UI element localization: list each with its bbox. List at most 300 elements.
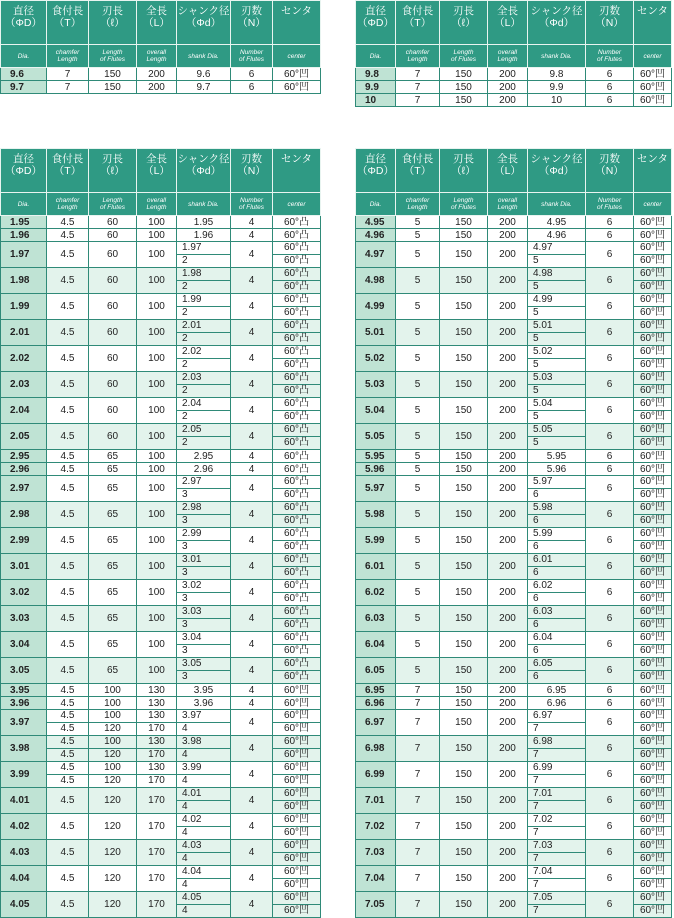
- overall-length-cell: 100: [137, 528, 177, 554]
- flute-length-cell-line: 100: [104, 736, 121, 747]
- table-header: [1, 1, 321, 68]
- overall-length-cell: 200: [488, 229, 528, 242]
- shank-dia-cell-line: 7: [528, 904, 585, 917]
- shank-dia-cell: 3.96: [177, 697, 231, 710]
- center-cell-line: 60°凹: [634, 566, 671, 579]
- shank-dia-cell-line: 5: [528, 332, 585, 345]
- chamfer-length-cell: 4.5: [47, 294, 89, 320]
- flute-length-cell: 150: [440, 268, 488, 294]
- flutes-cell: 6: [586, 892, 634, 918]
- shank-dia-cell-line: 4.05: [182, 892, 202, 903]
- flute-length-cell: 150: [440, 68, 488, 81]
- flute-length-cell: 60: [89, 346, 137, 372]
- shank-dia-cell-line: 7: [528, 878, 585, 891]
- table-body: [356, 216, 672, 918]
- shank-dia-cell-line: 3: [177, 566, 230, 579]
- center-cell-line: 60°凹: [283, 892, 310, 903]
- flutes-cell: 4: [231, 606, 273, 632]
- chamfer-length-cell: 7: [396, 697, 440, 710]
- flutes-cell: 6: [586, 736, 634, 762]
- shank-dia-cell-line: 2: [177, 358, 230, 371]
- shank-dia-cell: [177, 424, 231, 450]
- overall-length-cell: 100: [137, 294, 177, 320]
- center-cell: [634, 736, 672, 762]
- shank-dia-cell: [177, 632, 231, 658]
- table-row: [1, 81, 321, 94]
- diameter-cell: 4.95: [356, 216, 396, 229]
- table-row: [1, 554, 321, 580]
- shank-dia-cell: 5.96: [528, 463, 586, 476]
- table-row: [1, 528, 321, 554]
- flute-length-cell: 65: [89, 580, 137, 606]
- column-header-en-c: center: [273, 193, 321, 216]
- diameter-cell: 4.97: [356, 242, 396, 268]
- diameter-cell: 5.97: [356, 476, 396, 502]
- overall-length-cell-line: 170: [137, 748, 176, 761]
- center-cell-line: 60°凸: [273, 306, 320, 319]
- center-cell: 60°凹: [273, 697, 321, 710]
- center-cell: [634, 346, 672, 372]
- chamfer-length-cell: 7: [396, 81, 440, 94]
- flute-length-cell: 150: [440, 710, 488, 736]
- shank-dia-cell: [177, 606, 231, 632]
- table-row: [1, 294, 321, 320]
- column-header-l: 刃長 （ℓ）: [440, 149, 488, 193]
- table-row: [356, 814, 672, 840]
- shank-dia-cell-line: 6.03: [533, 606, 553, 617]
- spec-table-top-right: [355, 0, 672, 107]
- shank-dia-cell-line: 3: [177, 618, 230, 631]
- spec-table-bottom-right: [355, 148, 672, 918]
- header-row-japanese: [356, 1, 672, 45]
- flute-length-cell: 65: [89, 476, 137, 502]
- center-cell-line: 60°凹: [283, 710, 310, 721]
- shank-dia-cell: 9.8: [528, 68, 586, 81]
- column-header-sd: シャンク径 （Φd）: [528, 1, 586, 45]
- column-header-en-c: center: [634, 45, 672, 68]
- column-header-L: 全長 （L）: [488, 1, 528, 45]
- column-header-d: 直径 （ΦD）: [356, 149, 396, 193]
- table-row: [1, 697, 321, 710]
- chamfer-length-cell: 4.5: [47, 697, 89, 710]
- flute-length-cell: 150: [440, 476, 488, 502]
- overall-length-cell: 100: [137, 268, 177, 294]
- column-header-d: 直径 （ΦD）: [356, 1, 396, 45]
- shank-dia-cell-line: 4: [177, 800, 230, 813]
- flute-length-cell: 150: [440, 242, 488, 268]
- shank-dia-cell: [177, 242, 231, 268]
- center-cell: [273, 320, 321, 346]
- flute-length-cell: 60: [89, 294, 137, 320]
- column-header-en-n: Number of Flutes: [586, 193, 634, 216]
- chamfer-length-cell: 7: [396, 762, 440, 788]
- column-header-c: センタ: [273, 149, 321, 193]
- chamfer-length-cell: 4.5: [47, 320, 89, 346]
- diameter-cell: 6.02: [356, 580, 396, 606]
- center-cell: [273, 814, 321, 840]
- center-cell: [634, 762, 672, 788]
- shank-dia-cell-line: 1.98: [182, 268, 202, 279]
- flute-length-cell: 150: [440, 294, 488, 320]
- column-header-en-n: Number of Flutes: [586, 45, 634, 68]
- table-row: [356, 736, 672, 762]
- chamfer-length-cell: 4.5: [47, 242, 89, 268]
- flutes-cell: 4: [231, 242, 273, 268]
- shank-dia-cell: [528, 632, 586, 658]
- flutes-cell: 4: [231, 892, 273, 918]
- shank-dia-cell-line: 7.01: [533, 788, 553, 799]
- overall-length-cell: 200: [488, 94, 528, 107]
- flute-length-cell: 100: [89, 697, 137, 710]
- shank-dia-cell-line: 5.97: [533, 476, 553, 487]
- center-cell: 60°凸: [273, 450, 321, 463]
- column-header-en-d: Dia.: [1, 45, 47, 68]
- center-cell-line: 60°凹: [634, 514, 671, 527]
- table-row: [356, 398, 672, 424]
- center-cell: [273, 268, 321, 294]
- table-row: [356, 450, 672, 463]
- header-row-english: [1, 193, 321, 216]
- column-header-sd: シャンク径 （Φd）: [528, 149, 586, 193]
- table-row: [356, 892, 672, 918]
- shank-dia-cell-line: 3.98: [182, 736, 202, 747]
- shank-dia-cell-line: 2.05: [182, 424, 202, 435]
- shank-dia-cell: 2.95: [177, 450, 231, 463]
- table-header: [356, 149, 672, 216]
- overall-length-cell-line: 130: [148, 762, 165, 773]
- shank-dia-cell-line: 6: [528, 488, 585, 501]
- center-cell-line: 60°凹: [639, 502, 666, 513]
- flute-length-cell: 150: [440, 892, 488, 918]
- center-cell-line: 60°凹: [273, 748, 320, 761]
- shank-dia-cell: 4.96: [528, 229, 586, 242]
- flutes-cell: 6: [586, 658, 634, 684]
- center-cell: [634, 372, 672, 398]
- overall-length-cell: 200: [488, 697, 528, 710]
- flute-length-cell-line: 120: [89, 748, 136, 761]
- flutes-cell: 6: [586, 81, 634, 94]
- table-row: [356, 216, 672, 229]
- center-cell-line: 60°凹: [634, 332, 671, 345]
- chamfer-length-cell: 5: [396, 528, 440, 554]
- diameter-cell: 3.03: [1, 606, 47, 632]
- table-row: [356, 463, 672, 476]
- center-cell: [634, 788, 672, 814]
- chamfer-length-cell: 4.5: [47, 632, 89, 658]
- center-cell-line: 60°凸: [273, 488, 320, 501]
- flute-length-cell: 150: [440, 346, 488, 372]
- column-header-n: 刃数 （N）: [586, 149, 634, 193]
- center-cell-line: 60°凹: [639, 554, 666, 565]
- flutes-cell: 4: [231, 476, 273, 502]
- diameter-cell: 9.9: [356, 81, 396, 94]
- shank-dia-cell: [528, 528, 586, 554]
- center-cell-line: 60°凸: [283, 476, 310, 487]
- flute-length-cell: 65: [89, 606, 137, 632]
- overall-length-cell: 200: [488, 294, 528, 320]
- flute-length-cell: 100: [89, 684, 137, 697]
- shank-dia-cell-line: 6.05: [533, 658, 553, 669]
- center-cell-line: 60°凹: [639, 658, 666, 669]
- flutes-cell: 6: [231, 68, 273, 81]
- flute-length-cell: 60: [89, 398, 137, 424]
- overall-length-cell: 200: [488, 762, 528, 788]
- table-row: [356, 94, 672, 107]
- overall-length-cell: 200: [488, 216, 528, 229]
- flute-length-cell: 150: [440, 528, 488, 554]
- center-cell: [273, 502, 321, 528]
- shank-dia-cell-line: 5: [528, 384, 585, 397]
- center-cell: [273, 658, 321, 684]
- shank-dia-cell-line: 2: [177, 280, 230, 293]
- overall-length-cell: 200: [488, 476, 528, 502]
- chamfer-length-cell: 4.5: [47, 554, 89, 580]
- diameter-cell: 2.95: [1, 450, 47, 463]
- table-row: [356, 476, 672, 502]
- table-row: [356, 346, 672, 372]
- shank-dia-cell-line: 6.02: [533, 580, 553, 591]
- shank-dia-cell-line: 5: [528, 280, 585, 293]
- column-header-d: 直径 （ΦD）: [1, 149, 47, 193]
- shank-dia-cell-line: 5: [528, 254, 585, 267]
- flute-length-cell: 60: [89, 229, 137, 242]
- column-header-en-sd: shank Dia.: [528, 45, 586, 68]
- center-cell: 60°凹: [273, 81, 321, 94]
- shank-dia-cell: [177, 762, 231, 788]
- center-cell-line: 60°凹: [639, 580, 666, 591]
- shank-dia-cell: 9.6: [177, 68, 231, 81]
- shank-dia-cell-line: 3.03: [182, 606, 202, 617]
- column-header-l: 刃長 （ℓ）: [89, 149, 137, 193]
- table-row: [1, 632, 321, 658]
- diameter-cell: 3.99: [1, 762, 47, 788]
- diameter-cell: 4.98: [356, 268, 396, 294]
- center-cell: [273, 762, 321, 788]
- chamfer-length-cell: 5: [396, 398, 440, 424]
- center-cell-line: 60°凹: [634, 436, 671, 449]
- column-header-sd: シャンク径 （Φd）: [177, 149, 231, 193]
- flute-length-cell: 150: [440, 502, 488, 528]
- chamfer-length-cell: [47, 762, 89, 788]
- center-cell-line: 60°凹: [634, 358, 671, 371]
- diameter-cell: 5.95: [356, 450, 396, 463]
- overall-length-cell: 200: [488, 68, 528, 81]
- center-cell-line: 60°凸: [273, 410, 320, 423]
- flute-length-cell: 150: [440, 320, 488, 346]
- shank-dia-cell-line: 7.05: [533, 892, 553, 903]
- overall-length-cell: 200: [488, 840, 528, 866]
- chamfer-length-cell: 7: [396, 892, 440, 918]
- shank-dia-cell-line: 5: [528, 436, 585, 449]
- column-header-d: 直径 （ΦD）: [1, 1, 47, 45]
- center-cell-line: 60°凹: [634, 670, 671, 683]
- column-header-en-l: Length of Flutes: [440, 193, 488, 216]
- column-header-en-t: chamfer Length: [396, 193, 440, 216]
- column-header-en-t: chamfer Length: [47, 45, 89, 68]
- shank-dia-cell-line: 2: [177, 332, 230, 345]
- shank-dia-cell-line: 4.04: [182, 866, 202, 877]
- flutes-cell: 4: [231, 554, 273, 580]
- flute-length-cell: 150: [440, 632, 488, 658]
- flute-length-cell: 120: [89, 892, 137, 918]
- diameter-cell: 2.04: [1, 398, 47, 424]
- center-cell-line: 60°凹: [639, 840, 666, 851]
- chamfer-length-cell: 7: [396, 736, 440, 762]
- chamfer-length-cell: 7: [396, 866, 440, 892]
- column-header-l: 刃長 （ℓ）: [440, 1, 488, 45]
- center-cell-line: 60°凸: [283, 502, 310, 513]
- shank-dia-cell: 9.9: [528, 81, 586, 94]
- chamfer-length-cell-line: 4.5: [47, 722, 88, 735]
- flutes-cell: 4: [231, 710, 273, 736]
- flutes-cell: 4: [231, 346, 273, 372]
- center-cell-line: 60°凸: [283, 294, 310, 305]
- overall-length-cell: 100: [137, 372, 177, 398]
- flute-length-cell: 120: [89, 814, 137, 840]
- shank-dia-cell: 6.95: [528, 684, 586, 697]
- center-cell-line: 60°凹: [634, 800, 671, 813]
- table-row: [1, 658, 321, 684]
- flutes-cell: 6: [586, 68, 634, 81]
- shank-dia-cell: [528, 736, 586, 762]
- flute-length-cell: [89, 710, 137, 736]
- table-body: [1, 216, 321, 918]
- table-row: [356, 684, 672, 697]
- flute-length-cell: 150: [440, 580, 488, 606]
- center-cell-line: 60°凹: [639, 346, 666, 357]
- shank-dia-cell-line: 4: [177, 826, 230, 839]
- shank-dia-cell: [177, 398, 231, 424]
- flute-length-cell: 150: [440, 450, 488, 463]
- column-header-en-l: Length of Flutes: [440, 45, 488, 68]
- flutes-cell: 4: [231, 697, 273, 710]
- shank-dia-cell: 1.95: [177, 216, 231, 229]
- diameter-cell: 2.98: [1, 502, 47, 528]
- shank-dia-cell-line: 2: [177, 410, 230, 423]
- chamfer-length-cell: 7: [396, 710, 440, 736]
- flutes-cell: 4: [231, 268, 273, 294]
- chamfer-length-cell: 5: [396, 658, 440, 684]
- center-cell: [273, 892, 321, 918]
- center-cell-line: 60°凸: [283, 528, 310, 539]
- shank-dia-cell-line: 4.97: [533, 242, 553, 253]
- chamfer-length-cell: 4.5: [47, 866, 89, 892]
- overall-length-cell: 200: [488, 320, 528, 346]
- center-cell-line: 60°凹: [639, 762, 666, 773]
- flutes-cell: 4: [231, 320, 273, 346]
- shank-dia-cell-line: 6: [528, 618, 585, 631]
- center-cell-line: 60°凹: [639, 814, 666, 825]
- diameter-cell: 7.03: [356, 840, 396, 866]
- shank-dia-cell: [528, 242, 586, 268]
- column-header-L: 全長 （L）: [488, 149, 528, 193]
- column-header-en-c: center: [273, 45, 321, 68]
- shank-dia-cell-line: 5: [528, 306, 585, 319]
- center-cell-line: 60°凸: [283, 554, 310, 565]
- table-row: [356, 632, 672, 658]
- diameter-cell: 9.8: [356, 68, 396, 81]
- shank-dia-cell-line: 6: [528, 644, 585, 657]
- column-header-L: 全長 （L）: [137, 1, 177, 45]
- chamfer-length-cell: 7: [396, 840, 440, 866]
- column-header-en-n: Number of Flutes: [231, 193, 273, 216]
- center-cell: [273, 346, 321, 372]
- shank-dia-cell: [528, 762, 586, 788]
- diameter-cell: 1.99: [1, 294, 47, 320]
- table-row: [356, 68, 672, 81]
- center-cell: [634, 320, 672, 346]
- chamfer-length-cell: 4.5: [47, 398, 89, 424]
- diameter-cell: 7.01: [356, 788, 396, 814]
- shank-dia-cell: [528, 866, 586, 892]
- flute-length-cell: 60: [89, 216, 137, 229]
- flute-length-cell: 65: [89, 502, 137, 528]
- table-row: [1, 346, 321, 372]
- flutes-cell: 4: [231, 658, 273, 684]
- shank-dia-cell: 1.96: [177, 229, 231, 242]
- center-cell: 60°凸: [273, 216, 321, 229]
- center-cell: 60°凹: [634, 94, 672, 107]
- center-cell-line: 60°凹: [634, 384, 671, 397]
- center-cell: 60°凹: [634, 229, 672, 242]
- shank-dia-cell-line: 5.98: [533, 502, 553, 513]
- flutes-cell: 6: [586, 398, 634, 424]
- chamfer-length-cell: 4.5: [47, 450, 89, 463]
- shank-dia-cell-line: 4: [177, 878, 230, 891]
- chamfer-length-cell: 4.5: [47, 580, 89, 606]
- flute-length-cell: 150: [89, 68, 137, 81]
- table-row: [356, 294, 672, 320]
- center-cell: 60°凹: [634, 684, 672, 697]
- overall-length-cell: 200: [488, 242, 528, 268]
- center-cell-line: 60°凸: [273, 254, 320, 267]
- flute-length-cell: 150: [440, 697, 488, 710]
- diameter-cell: 1.95: [1, 216, 47, 229]
- center-cell-line: 60°凹: [283, 840, 310, 851]
- shank-dia-cell: [528, 294, 586, 320]
- shank-dia-cell-line: 3: [177, 488, 230, 501]
- shank-dia-cell-line: 3.99: [182, 762, 202, 773]
- flute-length-cell: 150: [440, 840, 488, 866]
- overall-length-cell: 200: [137, 81, 177, 94]
- shank-dia-cell: [528, 788, 586, 814]
- flute-length-cell: 150: [440, 372, 488, 398]
- overall-length-cell: 100: [137, 346, 177, 372]
- table-row: [1, 398, 321, 424]
- diameter-cell: 4.05: [1, 892, 47, 918]
- shank-dia-cell: 3.95: [177, 684, 231, 697]
- header-row-english: [356, 45, 672, 68]
- header-row-japanese: [1, 1, 321, 45]
- chamfer-length-cell-line: 4.5: [60, 762, 75, 773]
- center-cell-line: 60°凹: [639, 242, 666, 253]
- shank-dia-cell: [528, 372, 586, 398]
- overall-length-cell: 200: [488, 736, 528, 762]
- diameter-cell: 3.97: [1, 710, 47, 736]
- table-header: [356, 1, 672, 68]
- center-cell-line: 60°凹: [634, 592, 671, 605]
- overall-length-cell: 100: [137, 658, 177, 684]
- shank-dia-cell: [528, 840, 586, 866]
- column-header-en-L: overall Length: [488, 193, 528, 216]
- flute-length-cell-line: 100: [104, 762, 121, 773]
- center-cell: 60°凹: [634, 697, 672, 710]
- shank-dia-cell-line: 4.03: [182, 840, 202, 851]
- shank-dia-cell: [177, 528, 231, 554]
- overall-length-cell: 100: [137, 242, 177, 268]
- overall-length-cell-line: 130: [148, 736, 165, 747]
- center-cell-line: 60°凹: [634, 280, 671, 293]
